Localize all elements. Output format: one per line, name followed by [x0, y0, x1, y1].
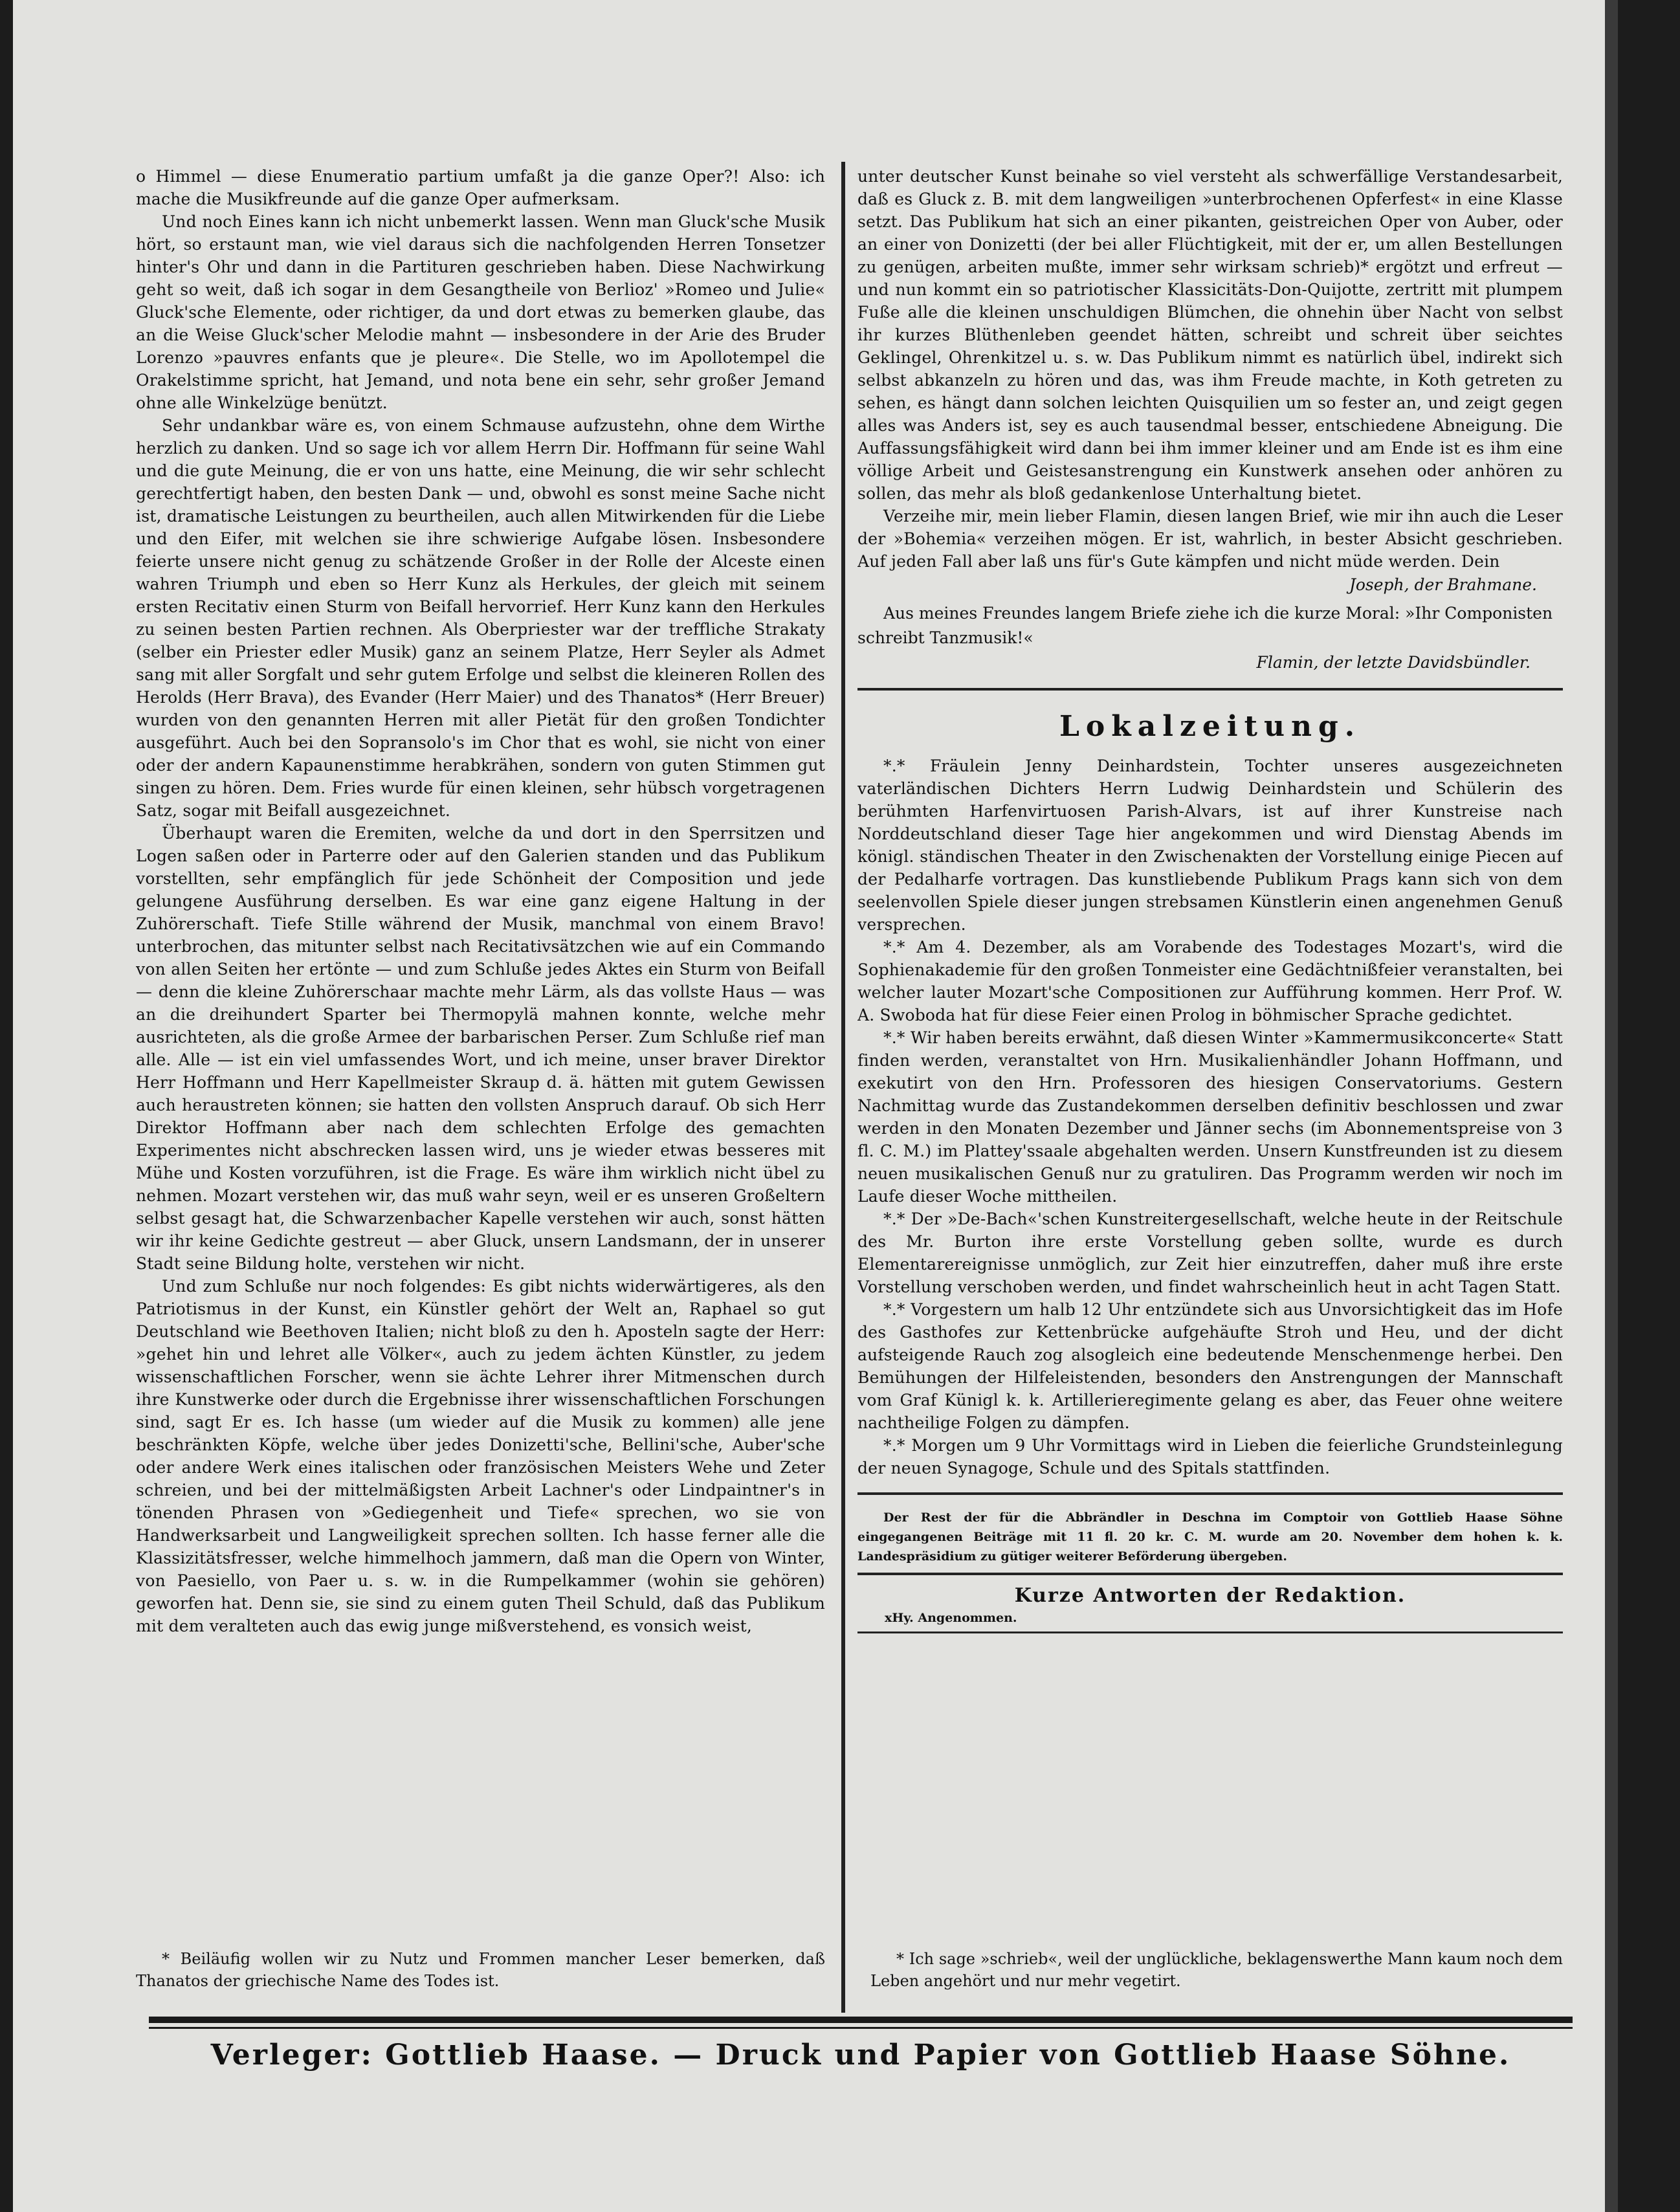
article-signature: Flamin, der letzte Davidsbündler.	[1256, 653, 1531, 672]
news-item: *.* Wir haben bereits erwähnt, daß diesen Winter »Kammermusikconcerte« Statt finden werden, veranstaltet von Hrn. Musikalienhändler Johann Hoffmann, und exekutirt von den Hrn. Professoren des hiesigen Conservatoriums. Gestern Nachmittag wurde das Zustandekommen derselben definitiv beschlossen und zwar werden in den Monaten Dezember und Jänner sechs (im Abonnementspreise von 3 fl. C. M.) im Plattey'ssaale abgehalten werden. Unsern Kunstfreunden ist zu diesem neuen musikalischen Genuß nur zu gratuliren. Das Programm werden wir noch im Laufe dieser Woche mittheilen.	[857, 1028, 1563, 1206]
article-paragraph: o Himmel — diese Enumeratio partium umfaßt ja die ganze Oper?! Also: ich mache die Musikfreunde auf die ganze Oper aufmerksam.	[136, 167, 825, 208]
footnote: * Ich sage »schrieb«, weil der unglückliche, beklagenswerthe Mann kaum noch dem Leben angehört und nur mehr vegetirt.	[870, 1950, 1563, 1990]
news-item: *.* Vorgestern um halb 12 Uhr entzündete sich aus Unvorsichtigkeit das im Hofe des Gasthofes zur Kettenbrücke aufgehäufte Stroh und Heu, und der dicht aufsteigende Rauch zog alsogleich eine bedeutende Menschenmenge herbei. Den Bemühungen der Hilfeleistenden, besonders den Anstrengungen der Mannschaft vom Graf Künigl k. k. Artillerieregimente gelang es aber, das Feuer ohne weitere nachtheilige Folgen zu dämpfen.	[857, 1300, 1563, 1432]
scan-edge	[1605, 0, 1618, 2212]
article-signature: Joseph, der Brahmane.	[1349, 575, 1537, 594]
section-divider	[857, 688, 1563, 691]
answers-title: Kurze Antworten der Redaktion.	[1014, 1584, 1406, 1607]
article-moral: Aus meines Freundes langem Briefe ziehe ich die kurze Moral: »Ihr Componisten schreibt Tanzmusik!«	[857, 604, 1553, 647]
news-item: *.* Morgen um 9 Uhr Vormittags wird in Lieben die feierliche Grundsteinlegung der neuen Synagoge, Schule und des Spitals stattfinden.	[857, 1436, 1563, 1477]
section-divider	[857, 1492, 1563, 1495]
news-item: *.* Am 4. Dezember, als am Vorabende des Todestages Mozart's, wird die Sophienakademie für den großen Tonmeister eine Gedächtnißfeier veranstalten, bei welcher lauter Mozart'sche Compositionen zur Aufführung kommen. Herr Prof. W. A. Swoboda hat für diese Feier einen Prolog in böhmischer Sprache gedichtet.	[857, 938, 1563, 1024]
footnote: * Beiläufig wollen wir zu Nutz und Frommen mancher Leser bemerken, daß Thanatos der griechische Name des Todes ist.	[136, 1950, 825, 1990]
article-paragraph: Verzeihe mir, mein lieber Flamin, diesen langen Brief, wie mir ihn auch die Leser der »Bohemia« verzeihen mögen. Er ist, wahrlich, in bester Absicht geschrieben. Auf jeden Fall aber laß uns für's Gute kämpfen und nicht müde werden. Dein	[857, 507, 1563, 571]
column-divider	[841, 162, 845, 2013]
left-column	[136, 165, 825, 1990]
editor-answers	[857, 1573, 1563, 1633]
article-paragraph: Und noch Eines kann ich nicht unbemerkt lassen. Wenn man Gluck'sche Musik hört, so erstaunt man, wie viel daraus sich die nachfolgenden Herren Tonsetzer hinter's Ohr und dann in die Partituren geschrieben haben. Diese Nachwirkung geht so weit, daß ich sogar in dem Gesangtheile von Berlioz' »Romeo und Julie« Gluck'sche Elemente, oder richtiger, da und dort etwas zu bemerken glaube, das an die Weise Gluck'scher Melodie mahnt — insbesondere in der Arie des Bruder Lorenzo »pauvres enfants que je pleure«. Die Stelle, wo im Apollotempel die Orakelstimme spricht, hat Jemand, und nota bene ein sehr, sehr großer Jemand ohne alle Winkelzüge benützt.	[136, 212, 825, 412]
answers-item: xHy. Angenommen.	[885, 1611, 1017, 1625]
bottom-rule	[149, 2017, 1573, 2023]
footnote-right	[870, 1948, 1563, 1992]
publisher-imprint: Verleger: Gottlieb Haase. — Druck und Papier von Gottlieb Haase Söhne.	[210, 2039, 1511, 2072]
article-paragraph: Und zum Schluße nur noch folgendes: Es gibt nichts widerwärtigeres, als den Patriotismus in der Kunst, ein Künstler gehört der Welt an, Raphael so gut Deutschland wie Beethoven Italien; nicht bloß zu den h. Aposteln sagte der Herr: »gehet hin und lehret alle Völker«, auch zu jedem ächten Künstler, zu jedem wissenschaftlichen Forscher, wenn sie ächte Lehrer ihrer Mitmenschen durch ihre Kunstwerke oder durch die Ergebnisse ihrer wissenschaftlichen Forschungen sind, sagt Er es. Ich hasse (um wieder auf die Musik zu kommen) alle jene beschränkten Köpfe, welche über jedes Donizetti'sche, Bellini'sche, Auber'sche oder andere Werk eines italischen oder französischen Meisters Wehe und Zeter schreien, und bei der mittelmäßigsten Arbeit Lachner's oder Lindpaintner's in tönenden Phrasen von »Gediegenheit und Tiefe« sprechen, wo sie von Handwerksarbeit und Langweiligkeit sprechen sollten. Ich hasse ferner alle die Klassizitätsfresser, welche himmelhoch jammern, daß man die Opern von Winter, von Paesiello, von Paer u. s. w. in die Rumpelkammer (wohin sie gehören) geworfen hat. Denn sie, sie sind zu einem guten Theil Schuld, daß das Publikum mit dem veralteten auch das ewig junge mißverstehend, es vonsich weist,	[136, 1277, 825, 1635]
article-paragraph: unter deutscher Kunst beinahe so viel versteht als schwerfällige Verstandesarbeit, daß es Gluck z. B. mit dem langweiligen »unterbrochenen Opferfest« in eine Klasse setzt. Das Publikum hat sich an einer pikanten, geistreichen Oper von Auber, oder an einer von Donizetti (der bei aller Flüchtigkeit, mit der er, um allen Bestellungen zu genügen, arbeiten mußte, immer sehr wirksam schrieb)* ergötzt und erfreut — und nun kommt ein so patriotischer Klassicitäts-Don-Quijotte, zertritt mit plumpem Fuße alle die kleinen unschuldigen Blümchen, die ohnehin über Nacht von selbst ihr kurzes Blüthenleben geendet hätten, schreibt und schreit über seichtes Geklingel, Ohrenkitzel u. s. w. Das Publikum nimmt es natürlich übel, indirekt sich selbst abkanzeln zu hören und das, was ihm Freude machte, in Koth getreten zu sehen, es hängt dann solchen leichten Quisquilien um so fester an, und zeigt gegen alles was Anders ist, sey es auch tausendmal besser, entschiedene Abneigung. Die Auffassungsfähigkeit wird dann bei ihm immer kleiner und am Ende ist es ihm eine völlige Arbeit und Geistesanstrengung ein Kunstwerk ansehen oder anhören zu sollen, das mehr als bloß gedankenlose Unterhaltung bietet.	[857, 167, 1563, 503]
right-column	[857, 165, 1563, 2029]
section-title: Lokalzeitung.	[1059, 710, 1362, 743]
notice: Der Rest der für die Abbrändler in Deschna im Comptoir von Gottlieb Haase Söhne eingegangenen Beiträge mit 11 fl. 20 kr. C. M. wurde am 20. November dem hohen k. k. Landespräsidium zu gütiger weiterer Beförderung übergeben.	[857, 1510, 1563, 1564]
bottom-rule-thin	[149, 2027, 1573, 2029]
article-paragraph: Sehr undankbar wäre es, von einem Schmause aufzustehn, ohne dem Wirthe herzlich zu danken. Und so sage ich vor allem Herrn Dir. Hoffmann für seine Wahl und die gute Meinung, die er von uns hatte, eine Meinung, die wir sehr schlecht gerechtfertigt haben, den besten Dank — und, obwohl es sonst meine Sache nicht ist, dramatische Leistungen zu beurtheilen, auch allen Mitwirkenden für die Liebe und den Eifer, mit welchen sie ihre schwierige Aufgabe lösen. Insbesondere feierte unsere nicht genug zu schätzende Großer in der Rolle der Alceste einen wahren Triumph und eben so Herr Kunz als Herkules, der gleich mit seinem ersten Recitativ einen Sturm von Beifall hervorrief. Herr Kunz kann den Herkules zu seinen besten Partien rechnen. Als Oberpriester war der treffliche Strakaty (selber ein Priester edler Musik) ganz an seinem Platze, Herr Seyler als Admet sang mit aller Sorgfalt und sehr gutem Erfolge und selbst die kleineren Rollen des Herolds (Herr Brava), des Evander (Herr Maier) und des Thanatos* (Herr Breuer) wurden von den genannten Herren mit aller Pietät für den großen Tondichter ausgeführt. Auch bei den Sopransolo's im Chor that es wohl, sie nicht von einer oder der andern Kapaunenstimme herabkrähen, sondern von guten Stimmen gut singen zu hören. Dem. Fries wurde für einen kleinen, sehr hübsch vorgetragenen Satz, sogar mit Beifall ausgezeichnet.	[136, 416, 825, 820]
article-paragraph: Überhaupt waren die Eremiten, welche da und dort in den Sperrsitzen und Logen saßen oder in Parterre oder auf den Galerien standen und das Publikum vorstellten, sehr empfänglich für jede Schönheit der Composition und jede gelungene Ausführung derselben. Es war eine ganz eigene Haltung in der Zuhörerschaft. Tiefe Stille während der Musik, manchmal von einem Bravo! unterbrochen, das mitunter selbst nach Recitativsätzchen wie auf ein Commando von allen Seiten her ertönte — und zum Schluße jedes Aktes ein Sturm von Beifall — denn die kleine Zuhörerschaar machte mehr Lärm, als das vollste Haus — was an die dreihundert Sparter bei Thermopylä mahnen konnte, welche mehr ausrichteten, als die große Armee der barbarischen Perser. Zum Schluße rief man alle. Alle — ist ein viel umfassendes Wort, und ich meine, unser braver Direktor Herr Hoffmann und Herr Kapellmeister Skraup d. ä. hätten mit gutem Gewissen auch heraustreten können; sie hatten den vollsten Anspruch darauf. Ob sich Herr Direktor Hoffmann aber nach dem schlechten Erfolge des gemachten Experimentes nicht abschrecken lassen wird, uns je wieder etwas besseres mit Mühe und Kosten vorzuführen, ist die Frage. Es wäre ihm wirklich nicht übel zu nehmen. Mozart verstehen wir, das muß wahr seyn, weil er es unseren Großeltern selbst gesagt hat, die Schwarzenbacher Kapelle verstehen wir auch, sonst hätten wir ihr keine Gedichte gestreut — aber Gluck, unsern Landsmann, der in unserer Stadt seine Bildung holte, verstehen wir nicht.	[136, 824, 825, 1273]
news-item: *.* Fräulein Jenny Deinhardstein, Tochter unseres ausgezeichneten vaterländischen Dichters Herrn Ludwig Deinhardstein und Schülerin des berühmten Harfenvirtuosen Parish-Alvars, ist auf ihrer Kunstreise nach Norddeutschland dieser Tage hier angekommen und wird Dienstag Abends im königl. ständischen Theater in den Zwischenakten der Vorstellung einige Piecen auf der Pedalharfe vortragen. Das kunstliebende Publikum Prags kann sich von dem seelenvollen Spiele dieser jungen strebsamen Künstlerin einen angenehmen Genuß versprechen.	[857, 757, 1563, 934]
footnote-left	[136, 1948, 825, 1992]
news-item: *.* Der »De-Bach«'schen Kunstreitergesellschaft, welche heute in der Reitschule des Mr. Burton ihre erste Vorstellung geben sollte, wurde es durch Elementarereignisse unmöglich, zur Zeit hier einzutreffen, daher muß ihre erste Vorstellung verschoben werden, und findet wahrscheinlich heut in acht Tagen Statt.	[857, 1210, 1563, 1296]
